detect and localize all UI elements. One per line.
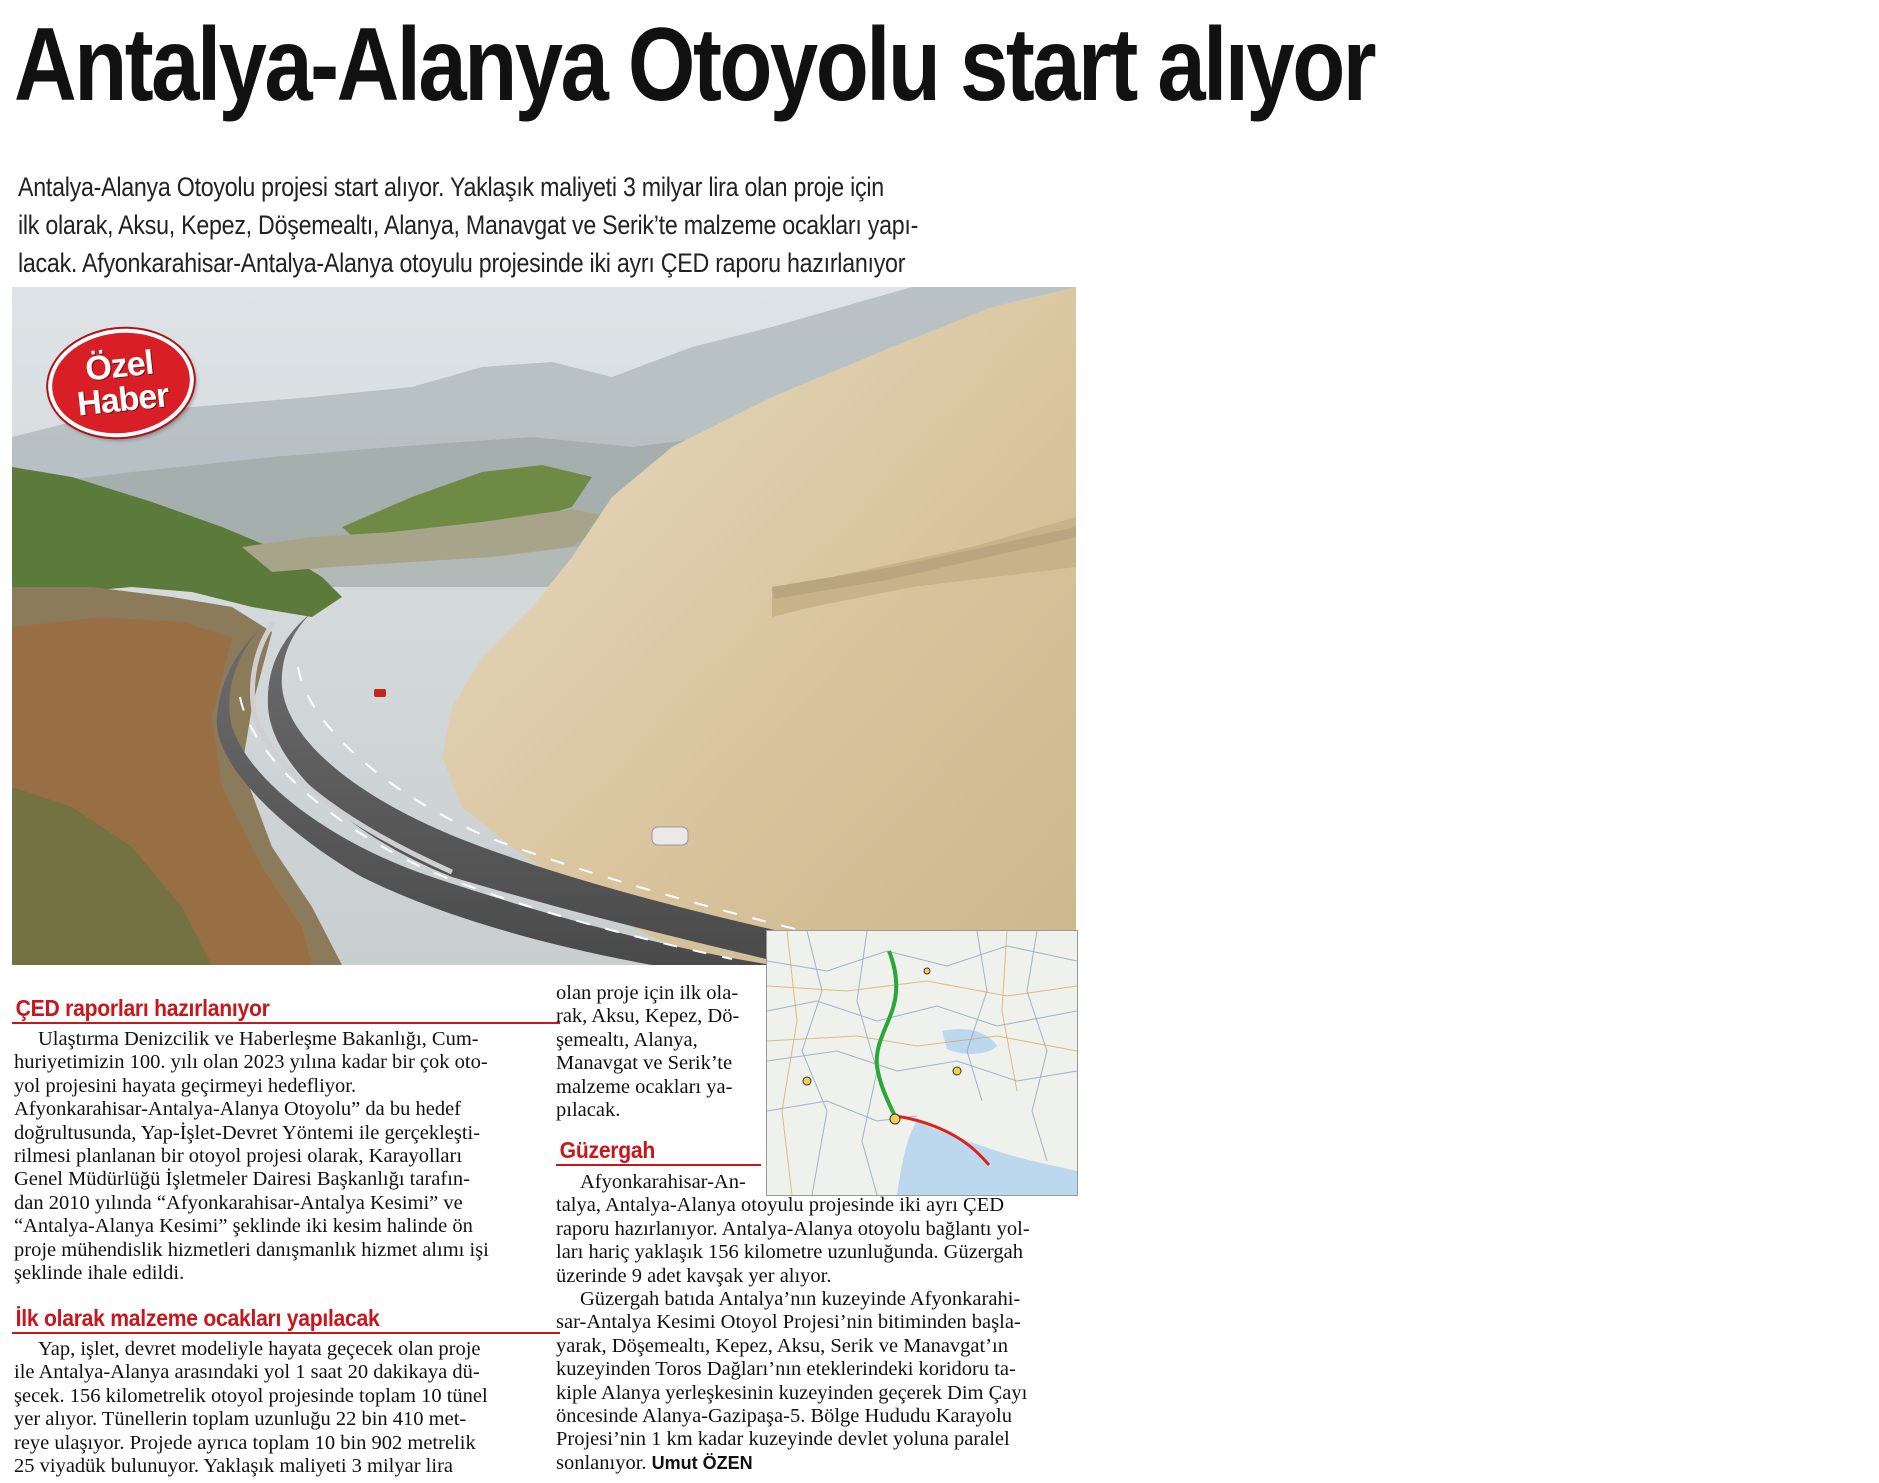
text-line: üzerinde 9 adet kavşak yer alıyor. bbox=[556, 1264, 832, 1287]
text-line: Afyonkarahisar-Antalya-Alanya Otoyolu” da bu hedef bbox=[14, 1098, 462, 1121]
badge-line: Özel bbox=[83, 343, 155, 389]
text-line: kuzeyinden Toros Dağları’nın eteklerindeki koridoru ta- bbox=[556, 1358, 1016, 1381]
author-byline: Umut ÖZEN bbox=[651, 1452, 753, 1473]
text-line: yol projesini hayata geçirmeyi hedefliyor. bbox=[14, 1074, 357, 1097]
text-line: 25 viyadük bulunuyor. Yaklaşık maliyeti 3 milyar lira bbox=[14, 1455, 453, 1478]
text-line: Afyonkarahisar-An- bbox=[580, 1171, 746, 1193]
section-heading-ced bbox=[12, 994, 560, 1024]
route-map bbox=[766, 930, 1078, 1196]
text-line: öncesinde Alanya-Gazipaşa-5. Bölge Hududu Karayolu bbox=[556, 1405, 1012, 1428]
text-line: proje mühendislik hizmetleri danışmanlık hizmet alımı işi bbox=[14, 1238, 489, 1261]
text-line: olan proje için ilk ola- bbox=[556, 982, 739, 1004]
text-line: Projesi’nin 1 km kadar kuzeyinde devlet yoluna paralel bbox=[556, 1428, 1010, 1451]
text-line: kiple Alanya yerleşkesinin kuzeyinden geçerek Dim Çayı bbox=[556, 1381, 1028, 1404]
text-line: reye ulaşıyor. Projede ayrıca toplam 10 bin 902 metrelik bbox=[14, 1431, 476, 1454]
text-line: dan 2010 yılında “Afyonkarahisar-Antalya Kesimi” ve bbox=[14, 1191, 463, 1214]
text-line: malzeme ocakları ya- bbox=[556, 1075, 733, 1098]
text-line: talya, Antalya-Alanya otoyulu projesinde iki ayrı ÇED bbox=[556, 1194, 1005, 1217]
guzergah-body bbox=[556, 1171, 1076, 1475]
text-line: raporu hazırlanıyor. Antalya-Alanya otoyolu bağlantı yol- bbox=[556, 1217, 1030, 1240]
text-line: doğrultusunda, Yap-İşlet-Devret Yöntemi ile gerçekleşti- bbox=[14, 1121, 481, 1144]
malzeme-continuation bbox=[556, 982, 761, 1122]
ced-body bbox=[14, 1028, 550, 1285]
text-line bbox=[556, 1452, 1076, 1475]
text-line: rilmesi planlanan bir otoyol projesi olarak, Karayolları bbox=[14, 1145, 463, 1168]
text-line: şemealtı, Alanya, bbox=[556, 1028, 698, 1051]
text-line: Güzergah batıda Antalya’nın kuzeyinde Afyonkarahi- bbox=[580, 1288, 1021, 1311]
spot-line: lacak. Afyonkarahisar-Antalya-Alanya otoyulu projesinde iki ayrı ÇED raporu hazırlanıyor bbox=[18, 248, 906, 278]
text-line: yer alıyor. Tünellerin toplam uzunluğu 22 bin 410 met- bbox=[14, 1408, 467, 1431]
text-line: huriyetimizin 100. yılı olan 2023 yılına kadar bir çok oto- bbox=[14, 1051, 488, 1074]
last-line: sonlanıyor. bbox=[556, 1451, 647, 1474]
section-heading-text: Güzergah bbox=[559, 1137, 656, 1163]
text-line: ile Antalya-Alanya arasındaki yol 1 saat 20 dakikaya dü- bbox=[14, 1361, 480, 1384]
text-line: şeklinde ihale edildi. bbox=[14, 1262, 185, 1285]
text-line: rak, Aksu, Kepez, Dö- bbox=[556, 1005, 740, 1028]
section-heading-text: ÇED raporları hazırlanıyor bbox=[15, 995, 270, 1021]
text-line: Yap, işlet, devret modeliyle hayata geçecek olan proje bbox=[38, 1338, 481, 1360]
text-line: Ulaştırma Denizcilik ve Haberleşme Bakanlığı, Cum- bbox=[38, 1028, 479, 1050]
text-line: Genel Müdürlüğü İşletmeler Dairesi Başkanlığı tarafın- bbox=[14, 1168, 470, 1191]
badge-line: Haber bbox=[75, 376, 171, 424]
section-heading-text: İlk olarak malzeme ocakları yapılacak bbox=[15, 1305, 380, 1331]
text-line: Manavgat ve Serik’te bbox=[556, 1052, 733, 1075]
text-line: sar-Antalya Kesimi Otoyol Projesi’nin bitiminden başla- bbox=[556, 1311, 1021, 1334]
text-line: “Antalya-Alanya Kesimi” şeklinde iki kesim halinde ön bbox=[14, 1215, 473, 1238]
spot-line: Antalya-Alanya Otoyolu projesi start alıyor. Yaklaşık maliyeti 3 milyar lira olan proje için bbox=[18, 172, 884, 202]
text-line: yarak, Döşemealtı, Kepez, Aksu, Serik ve Manavgat’ın bbox=[556, 1334, 1009, 1357]
headline: Antalya-Alanya Otoyolu start alıyor bbox=[14, 7, 1375, 123]
spot-line: ilk olarak, Aksu, Kepez, Döşemealtı, Alanya, Manavgat ve Serik’te malzeme ocakları yapı- bbox=[18, 210, 919, 240]
section-heading-guzergah bbox=[556, 1136, 761, 1166]
text-line: ları hariç yaklaşık 156 kilometre uzunluğunda. Güzergah bbox=[556, 1241, 1023, 1264]
text-line: pılacak. bbox=[556, 1099, 621, 1122]
section-heading-malzeme bbox=[12, 1304, 560, 1334]
malzeme-body bbox=[14, 1338, 550, 1478]
spot-text bbox=[18, 168, 1078, 282]
text-line: şecek. 156 kilometrelik otoyol projesinde toplam 10 tünel bbox=[14, 1384, 488, 1407]
